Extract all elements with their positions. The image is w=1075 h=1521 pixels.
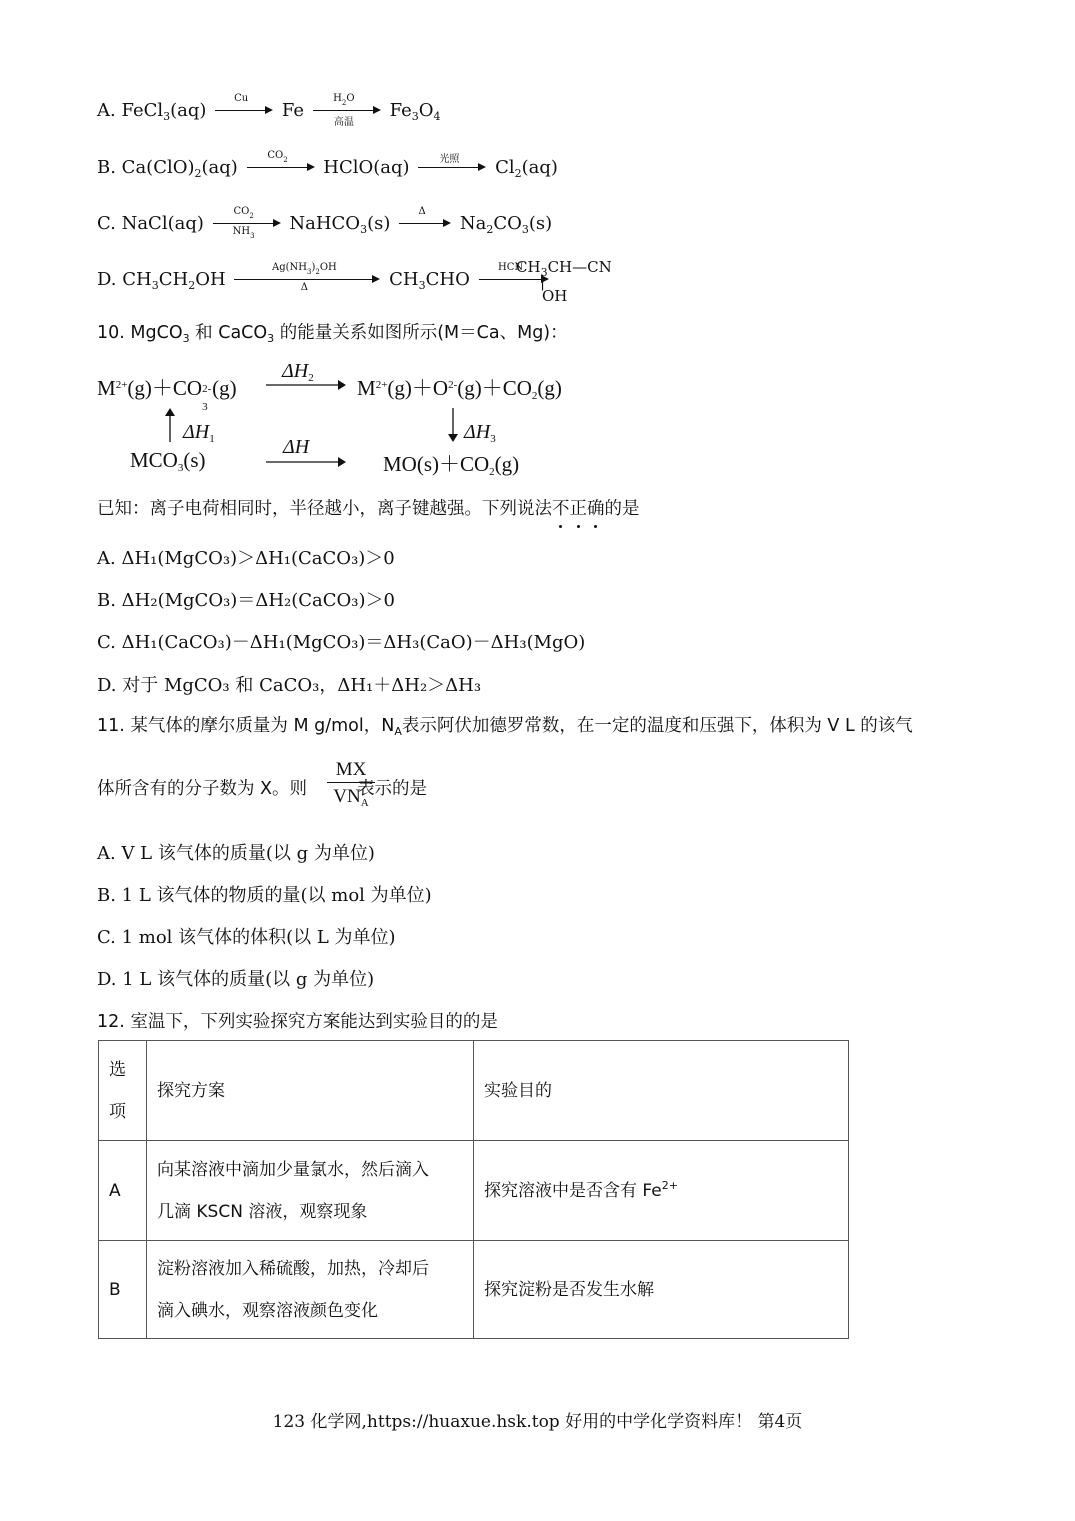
structural-formula: $CH_3CH—CN$ | OH — [516, 258, 612, 305]
reaction-arrow: 光照 — [418, 161, 486, 175]
fraction: MX $VN_A$ — [327, 758, 375, 811]
table-row — [99, 1241, 849, 1339]
q9-option-b: B. $Ca(ClO)_2(aq)$ $CO_2$ HClO(aq) 光照 $Cl_2(aq)$ — [97, 150, 558, 180]
header-goal: 实验目的 — [474, 1041, 849, 1141]
q10-option-c: C. ΔH₁(CaCO₃)－ΔH₁(MgCO₃)＝ΔH₃(CaO)－ΔH₃(MgO) — [97, 632, 586, 653]
q12-stem: 12. 室温下，下列实验探究方案能达到实验目的的是 — [97, 1012, 498, 1032]
cell-plan: 淀粉溶液加入稀硫酸，加热，冷却后 滴入碘水，观察溶液颜色变化 — [147, 1241, 474, 1339]
diagram-top-left: $M^{2+}(g)+CO$ 2- 3 (g) — [97, 376, 237, 413]
reaction-arrow: $\frac{CO_2}{NH_3}$ — [213, 217, 281, 231]
dh2-label: $\Delta H_2$ — [282, 360, 314, 384]
q9-option-d: D. $CH_3CH_2OH$ $\frac{Ag(NH_3)_2OH}{\Delta}$ $CH_3CHO$ HCN — [97, 269, 552, 290]
experiment-table — [98, 1040, 849, 1339]
q10-option-a: A. ΔH₁(MgCO₃)＞ΔH₁(CaCO₃)＞0 — [97, 548, 395, 569]
q10-option-d: D. 对于 MgCO₃ 和 CaCO₃，ΔH₁＋ΔH₂＞ΔH₃ — [97, 675, 482, 696]
q11-option-d: D. 1 L 该气体的质量(以 g 为单位) — [97, 969, 375, 990]
q11-stem-line2: 体所含有的分子数为 X。则 表示的是 — [97, 779, 428, 799]
dh-label: ΔH — [283, 436, 310, 458]
cell-plan: 向某溶液中滴加少量氯水，然后滴入 几滴 KSCN 溶液，观察现象 — [147, 1141, 474, 1241]
cell-option: A — [99, 1141, 147, 1241]
reaction-arrow: Δ — [399, 217, 451, 231]
cell-option: B — [99, 1241, 147, 1339]
arrow-up-icon — [163, 408, 177, 442]
q10-option-b: B. ΔH₂(MgCO₃)＝ΔH₂(CaCO₃)＞0 — [97, 590, 395, 611]
dh3-label: $\Delta H_3$ — [464, 421, 496, 445]
cell-goal: 探究淀粉是否发生水解 — [474, 1241, 849, 1339]
diagram-bottom-right: $MO(s)+CO_2(g)$ — [383, 452, 520, 478]
q10-stem: 10. MgCO$_3$ 和 CaCO$_3$ 的能量关系如图所示(M＝Ca、Mg)： — [97, 323, 568, 345]
page-footer: 123 化学网,https://huaxue.hsk.top 好用的中学化学资料库！ 第4页 — [272, 1412, 803, 1432]
table-header-row — [99, 1041, 849, 1141]
q11-option-a: A. V L 该气体的质量(以 g 为单位) — [97, 843, 375, 864]
q9-option-a: A. FeCl$_3$(aq) Cu Fe $H_2O$ 高温 $Fe_3O_4$ — [97, 93, 441, 128]
table-row — [99, 1141, 849, 1241]
header-plan: 探究方案 — [147, 1041, 474, 1141]
diagram-top-right: $M^{2+}(g)+O^{2-}(g)+CO_2(g)$ — [357, 376, 562, 402]
arrow-down-icon — [446, 408, 460, 442]
dh1-label: $\Delta H_1$ — [183, 421, 215, 445]
reaction-arrow: $\frac{Ag(NH_3)_2OH}{\Delta}$ — [234, 273, 380, 287]
q11-stem-line1: 11. 某气体的摩尔质量为 M g/mol，$N_A$表示阿伏加德罗常数，在一定的温度和压强下，体积为 V L 的该气 — [97, 716, 913, 738]
cell-goal: 探究溶液中是否含有 $Fe^{2+}$ — [474, 1141, 849, 1241]
diagram-bottom-left: $MCO_3(s)$ — [130, 448, 206, 474]
header-option: 选 项 — [99, 1041, 147, 1141]
q10-known: 已知：离子电荷相同时，半径越小，离子键越强。下列说法不正确的是 — [97, 495, 640, 520]
reaction-arrow: $H_2O$ 高温 — [313, 104, 381, 118]
q11-option-c: C. 1 mol 该气体的体积(以 L 为单位) — [97, 927, 396, 948]
arrow-right-icon — [266, 378, 346, 392]
reaction-arrow: $CO_2$ — [247, 161, 315, 175]
reaction-arrow: HCN — [479, 273, 549, 287]
arrow-right-icon — [266, 455, 346, 469]
q9-option-c: C. NaCl(aq) $\frac{CO_2}{NH_3}$ NaHCO$_3$(s) Δ $Na_2CO_3(s)$ — [97, 206, 553, 240]
reaction-arrow: Cu — [215, 104, 273, 118]
q11-option-b: B. 1 L 该气体的物质的量(以 mol 为单位) — [97, 885, 432, 906]
